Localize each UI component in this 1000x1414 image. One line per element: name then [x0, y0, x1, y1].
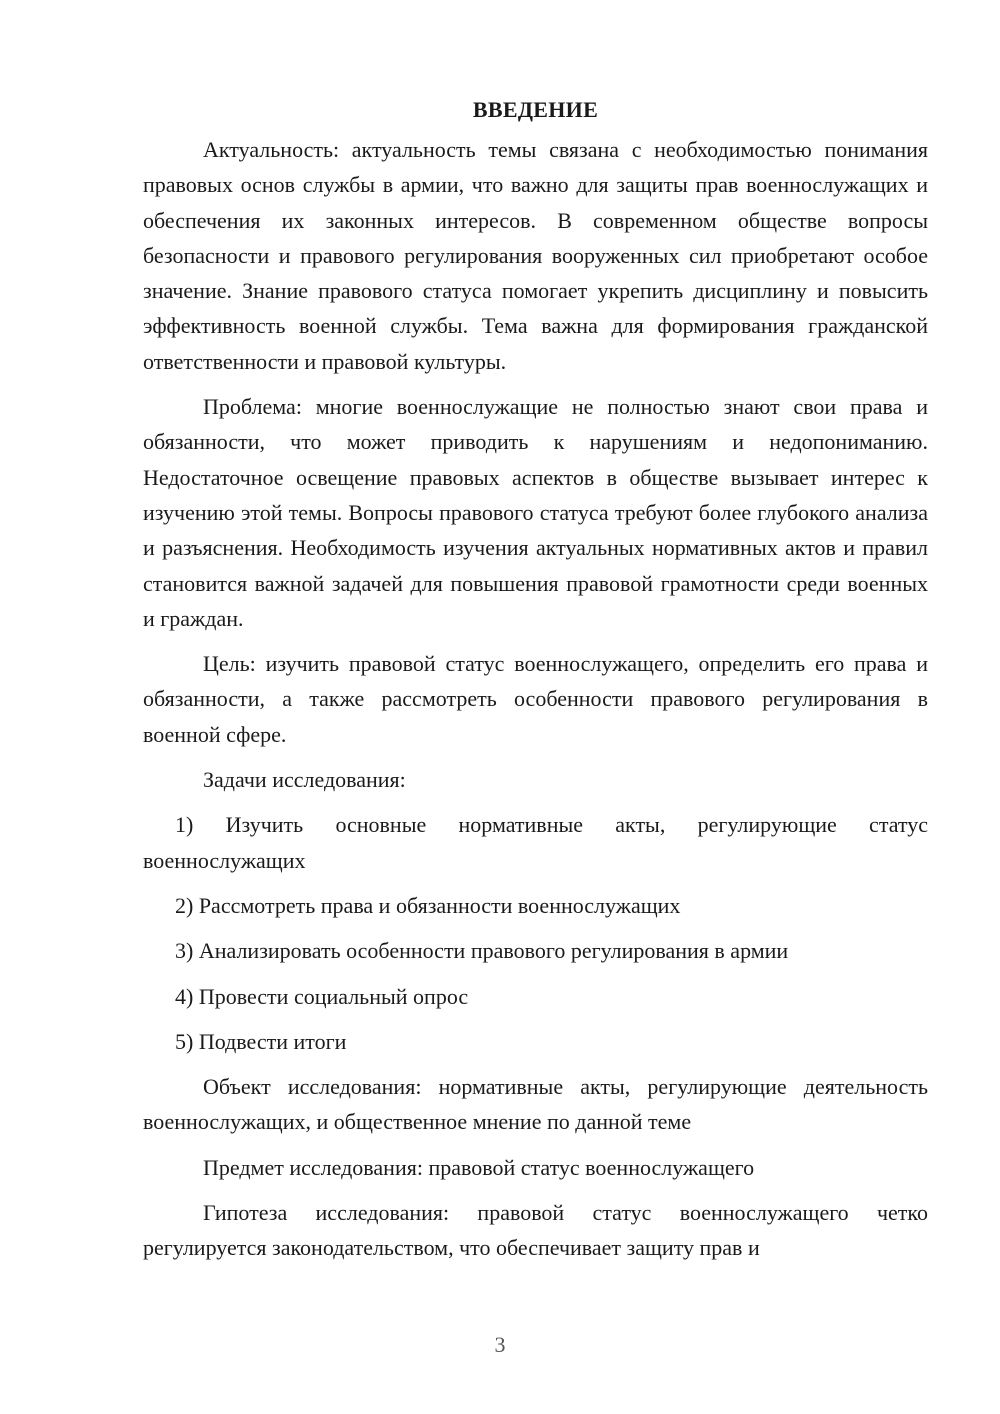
task-item-4: 4) Провести социальный опрос	[175, 983, 469, 1009]
section-heading: ВВЕДЕНИЕ	[472, 97, 599, 122]
page-number: 3	[494, 1332, 506, 1357]
paragraph-goal: Цель: изучить правовой статус военнослужащего, определить его права и обязанности, а также рассмотреть особенности правового регулирования в военной сфере.	[143, 651, 928, 747]
document-page	[143, 92, 928, 1276]
task-item-1: 1) Изучить основные нормативные акты, регулирующие статус военнослужащих	[143, 812, 928, 873]
task-item-3: 3) Анализировать особенности правового регулирования в армии	[175, 938, 789, 964]
paragraph-problem: Проблема: многие военнослужащие не полностью знают свои права и обязанности, что может приводить к нарушениям и недопониманию. Недостаточное освещение правовых аспектов в обществе вызывает интерес к изучению этой темы. Вопросы правового статуса требуют более глубокого анализа и разъяснения. Необходимость изучения актуальных нормативных актов и правил становится важной задачей для повышения правовой грамотности среди военных и граждан.	[143, 394, 928, 631]
paragraph-tasks-intro: Задачи исследования:	[203, 767, 406, 793]
paragraph-hypothesis: Гипотеза исследования: правовой статус военнослужащего четко регулируется законодательством, что обеспечивает защиту прав и	[143, 1200, 928, 1261]
paragraph-subject: Предмет исследования: правовой статус военнослужащего	[203, 1154, 755, 1180]
paragraph-relevance: Актуальность: актуальность темы связана с необходимостью понимания правовых основ службы в армии, что важно для защиты прав военнослужащих и обеспечения их законных интересов. В современном обществе вопросы безопасности и правового регулирования вооруженных сил приобретают особое значение. Знание правового статуса помогает укрепить дисциплину и повысить эффективность военной службы. Тема важна для формирования гражданской ответственности и правовой культуры.	[143, 137, 928, 374]
paragraph-object: Объект исследования: нормативные акты, регулирующие деятельность военнослужащих, и общественное мнение по данной теме	[143, 1074, 928, 1135]
task-item-2: 2) Рассмотреть права и обязанности военнослужащих	[175, 892, 681, 918]
task-item-5: 5) Подвести итоги	[175, 1028, 347, 1054]
